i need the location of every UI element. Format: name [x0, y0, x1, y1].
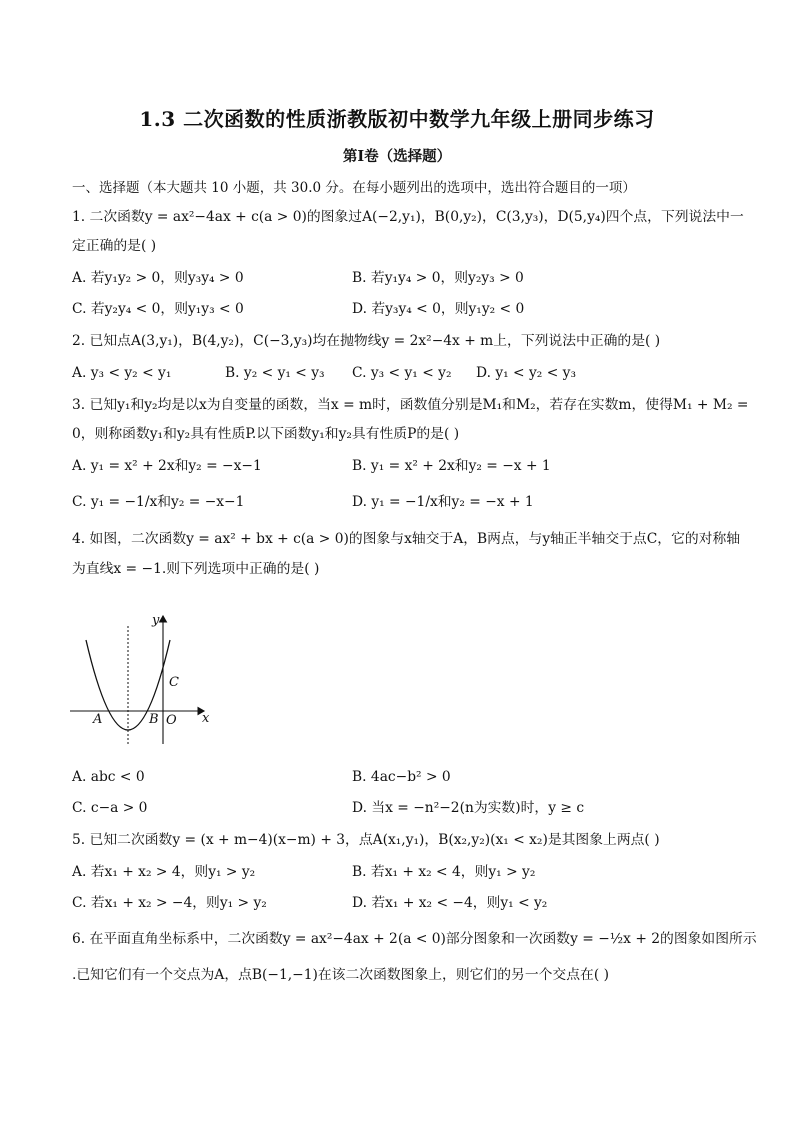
q6-stem-line2: .已知它们有一个交点为A，点B(−1,−1)在该二次函数图象上，则它们的另一个交点在( ) [72, 967, 609, 983]
q5-option-a: A. 若x₁ + x₂ > 4，则y₁ > y₂ [72, 864, 256, 880]
q3-stem-line2: 0，则称函数y₁和y₂具有性质P.以下函数y₁和y₂具有性质P的是( ) [72, 426, 460, 442]
q5-option-d: D. 若x₁ + x₂ < −4，则y₁ < y₂ [352, 895, 548, 911]
q1-option-a: A. 若y₁y₂ > 0，则y₃y₄ > 0 [72, 270, 244, 286]
q2-option-c: C. y₃ < y₁ < y₂ [352, 365, 452, 381]
q3-option-c: C. y₁ = −1/x和y₂ = −x−1 [72, 494, 245, 510]
q4-option-c: C. c−a > 0 [72, 800, 148, 816]
q4-parabola-graph [68, 610, 218, 750]
q4-option-a: A. abc < 0 [72, 769, 145, 785]
q5-option-b: B. 若x₁ + x₂ < 4，则y₁ > y₂ [352, 864, 536, 880]
section-volume-title: 第I卷（选择题） [342, 148, 452, 165]
label-o: O [166, 713, 177, 728]
q3-option-d: D. y₁ = −1/x和y₂ = −x + 1 [352, 494, 534, 510]
page-title: 1.3 二次函数的性质浙教版初中数学九年级上册同步练习 [139, 107, 655, 131]
label-y: y [152, 613, 160, 628]
q1-stem-line2: 定正确的是( ) [72, 238, 157, 254]
label-c: C [169, 675, 179, 690]
q1-option-c: C. 若y₂y₄ < 0，则y₁y₃ < 0 [72, 301, 244, 317]
q2-stem: 2. 已知点A(3,y₁)，B(4,y₂)，C(−3,y₃)均在抛物线y = 2x²−4x + m上，下列说法中正确的是( ) [72, 333, 661, 349]
label-a: A [93, 712, 103, 727]
q1-option-b: B. 若y₁y₄ > 0，则y₂y₃ > 0 [352, 270, 524, 286]
q3-stem-line1: 3. 已知y₁和y₂均是以x为自变量的函数，当x = m时，函数值分别是M₁和M₂，若存在实数m，使得M₁ + M₂ = [72, 397, 749, 413]
q3-option-a: A. y₁ = x² + 2x和y₂ = −x−1 [72, 458, 262, 474]
section-heading: 一、选择题（本大题共 10 小题，共 30.0 分。在每小题列出的选项中，选出符合题目的一项） [72, 180, 636, 196]
q4-stem-line1: 4. 如图，二次函数y = ax² + bx + c(a > 0)的图象与x轴交于A，B两点，与y轴正半轴交于点C，它的对称轴 [72, 531, 741, 547]
q5-stem: 5. 已知二次函数y = (x + m−4)(x−m) + 3，点A(x₁,y₁)，B(x₂,y₂)(x₁ < x₂)是其图象上两点( ) [72, 832, 660, 848]
label-b: B [149, 712, 159, 727]
q5-option-c: C. 若x₁ + x₂ > −4，则y₁ > y₂ [72, 895, 267, 911]
q2-option-a: A. y₃ < y₂ < y₁ [72, 365, 172, 381]
q2-option-b: B. y₂ < y₁ < y₃ [225, 365, 325, 381]
q4-option-b: B. 4ac−b² > 0 [352, 769, 451, 785]
q4-stem-line2: 为直线x = −1.则下列选项中正确的是( ) [72, 561, 320, 577]
q3-option-b: B. y₁ = x² + 2x和y₂ = −x + 1 [352, 458, 551, 474]
q4-option-d: D. 当x = −n²−2(n为实数)时，y ≥ c [352, 800, 585, 816]
q1-option-d: D. 若y₃y₄ < 0，则y₁y₂ < 0 [352, 301, 525, 317]
label-x: x [202, 711, 210, 726]
q2-option-d: D. y₁ < y₂ < y₃ [476, 365, 576, 381]
q1-stem-line1: 1. 二次函数y = ax²−4ax + c(a > 0)的图象过A(−2,y₁)，B(0,y₂)，C(3,y₃)，D(5,y₄)四个点，下列说法中一 [72, 209, 744, 225]
q6-stem-line1: 6. 在平面直角坐标系中，二次函数y = ax²−4ax + 2(a < 0)部分图象和一次函数y = −½x + 2的图象如图所示 [72, 931, 757, 947]
